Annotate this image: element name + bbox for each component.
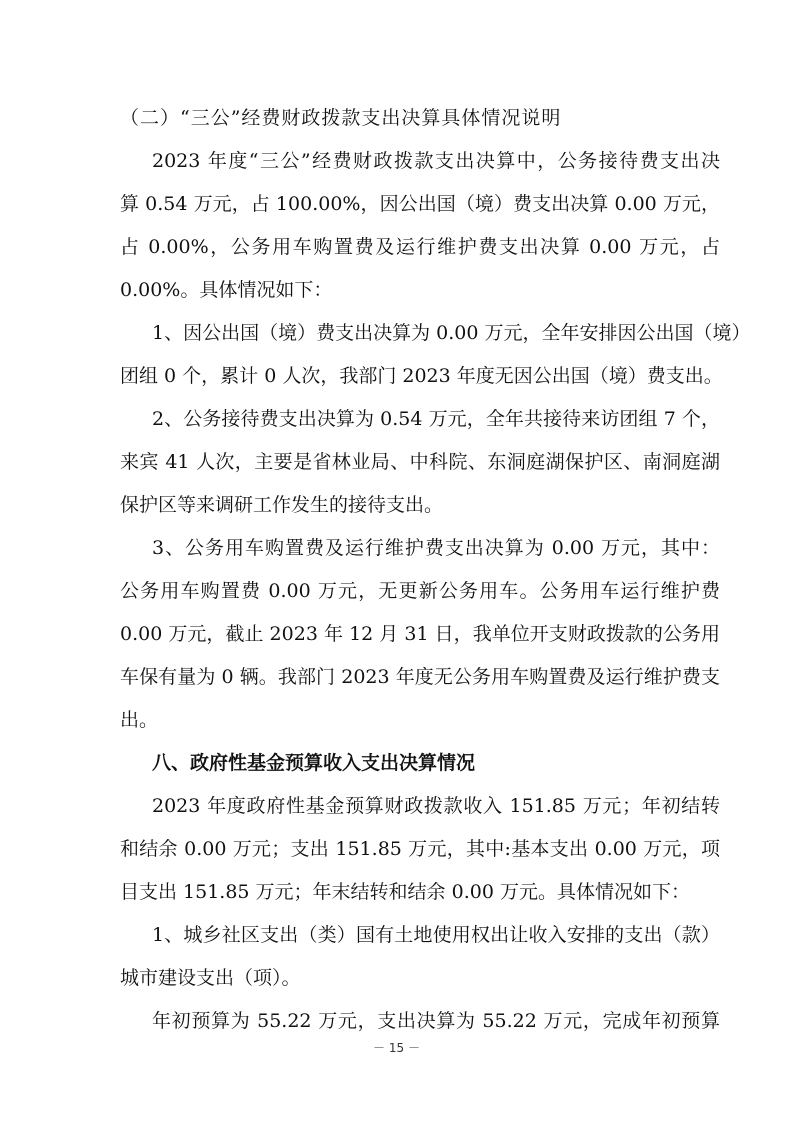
- fund-line-1: 2023 年度政府性基金预算财政拨款收入 151.85 万元；年初结转: [152, 795, 720, 817]
- summary-line-4: 0.00%。具体情况如下：: [120, 279, 333, 301]
- summary-line-2: 算 0.54 万元，占 100.00%，因公出国（境）费支出决算 0.00 万元，: [120, 193, 720, 215]
- fund-item-1-line-1: 1、城乡社区支出（类）国有土地使用权出让收入安排的支出（款）: [152, 924, 720, 946]
- item-2-line-3: 保护区等来调研工作发生的接待支出。: [120, 494, 444, 516]
- item-3-line-3: 0.00 万元，截止 2023 年 12 月 31 日，我单位开支财政拨款的公务用: [120, 623, 720, 645]
- item-3-line-1: 3、公务用车购置费及运行维护费支出决算为 0.00 万元，其中：: [152, 537, 720, 559]
- summary-line-3: 占 0.00%，公务用车购置费及运行维护费支出决算 0.00 万元，占: [120, 236, 720, 258]
- item-2-line-2: 来宾 41 人次，主要是省林业局、中科院、东洞庭湖保护区、南洞庭湖: [120, 451, 720, 473]
- item-3-line-4: 车保有量为 0 辆。我部门 2023 年度无公务用车购置费及运行维护费支: [120, 666, 720, 688]
- fund-line-2: 和结余 0.00 万元；支出 151.85 万元，其中:基本支出 0.00 万元，项: [120, 838, 720, 860]
- budget-line-1: 年初预算为 55.22 万元，支出决算为 55.22 万元，完成年初预算: [152, 1010, 720, 1032]
- item-3-line-5: 出。: [120, 709, 159, 731]
- fund-item-1-line-2: 城市建设支出（项）。: [120, 967, 301, 989]
- item-2-line-1: 2、公务接待费支出决算为 0.54 万元，全年共接待来访团组 7 个，: [152, 408, 720, 430]
- section-2-title: （二）“三公”经费财政拨款支出决算具体情况说明: [120, 107, 562, 129]
- page-number: － 15 －: [373, 1041, 420, 1055]
- summary-line-1: 2023 年度“三公”经费财政拨款支出决算中，公务接待费支出决: [152, 150, 720, 172]
- section-8-title: 八、政府性基金预算收入支出决算情况: [152, 752, 476, 774]
- item-1-line-2: 团组 0 个，累计 0 人次，我部门 2023 年度无因公出国（境）费支出。: [120, 365, 723, 387]
- item-3-line-2: 公务用车购置费 0.00 万元，无更新公务用车。公务用车运行维护费: [120, 580, 720, 602]
- fund-line-3: 目支出 151.85 万元；年末结转和结余 0.00 万元。具体情况如下：: [120, 881, 690, 903]
- item-1-line-1: 1、因公出国（境）费支出决算为 0.00 万元，全年安排因公出国（境）: [152, 322, 751, 344]
